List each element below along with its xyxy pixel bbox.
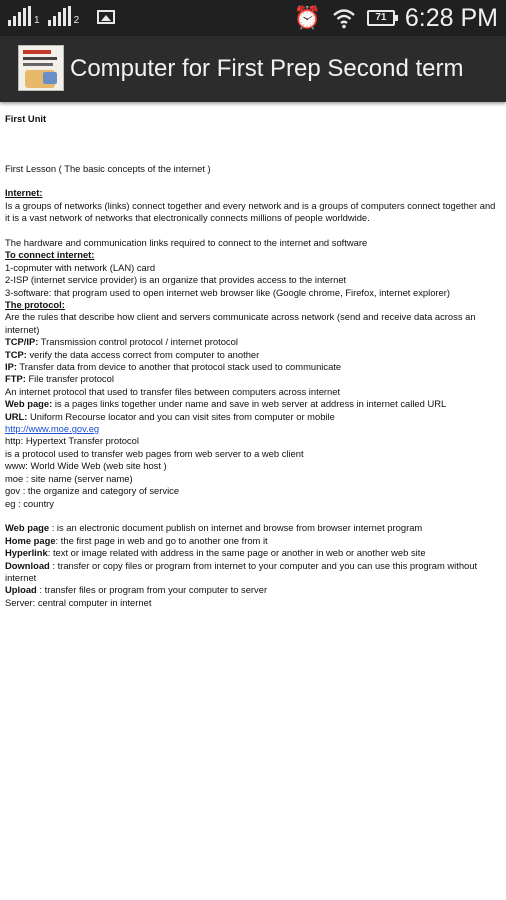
term: Web page: <box>5 398 53 410</box>
term-desc: File transfer protocol <box>25 373 114 385</box>
clock: 6:28 PM <box>404 4 498 32</box>
signal-2-icon <box>48 6 71 26</box>
term: TCP/IP: <box>5 336 39 348</box>
protocol-text: Are the rules that describe how client and servers communicate across network (send and receive data across an internet) <box>5 311 476 335</box>
url-line: www: World Wide Web (web site host ) <box>5 460 167 472</box>
ftp-detail: An internet protocol that used to transfer files between computers across internet <box>5 385 341 397</box>
term: Web page <box>5 522 50 534</box>
term-line <box>5 411 500 423</box>
server-line: Server: central computer in internet <box>5 596 152 608</box>
term-line <box>5 522 500 534</box>
url-line: http: Hypertext Transfer protocol <box>5 435 139 447</box>
term-line <box>5 535 500 547</box>
connect-item: 1-copmuter with network (LAN) card <box>5 261 156 273</box>
url-example-link[interactable]: http://www.moe.gov.eg <box>5 423 100 435</box>
term-line <box>5 336 500 348</box>
app-bar <box>0 36 506 102</box>
signal-1-icon <box>8 6 31 26</box>
connect-item: 2-ISP (internet service provider) is an organize that provides access to the internet <box>5 274 347 286</box>
wifi-icon <box>331 5 357 31</box>
lesson-title: First Lesson ( The basic concepts of the internet ) <box>5 162 211 174</box>
app-title: Computer for First Prep Second term <box>70 55 464 82</box>
term-desc: : text or image related with address in the same page or another in web or another web site <box>47 547 426 559</box>
term: FTP: <box>5 373 26 385</box>
term-line <box>5 547 500 559</box>
term: Hyperlink <box>5 547 48 559</box>
document-content <box>5 113 500 609</box>
term-desc: Transmission control protocol / internet protocol <box>38 336 238 348</box>
protocol-heading: The protocol: <box>5 299 65 311</box>
term: TCP: <box>5 348 27 360</box>
internet-text: Is a groups of networks (links) connect together and every network and is a groups of computers connect together and it is a vast network of networks that electronically connects millions of people worldwide. <box>5 199 496 224</box>
alarm-icon: ⏰ <box>293 5 321 30</box>
term-desc: is a pages links together under name and save in web server at address in internet called URL <box>52 398 447 410</box>
unit-title: First Unit <box>5 113 47 124</box>
term-line <box>5 584 500 596</box>
url-line: moe : site name (server name) <box>5 472 133 484</box>
status-right <box>293 3 498 33</box>
app-logo-icon[interactable] <box>18 45 64 91</box>
term-line <box>5 373 500 385</box>
url-line: gov : the organize and category of service <box>5 485 180 497</box>
connect-heading: To connect internet: <box>5 249 95 261</box>
status-bar <box>0 0 506 36</box>
connect-item: 3-software: that program used to open internet web browser like (Google chrome, Firefox, internet explorer) <box>5 286 451 298</box>
term-desc: Uniform Recourse locator and you can visit sites from computer or mobile <box>27 410 335 422</box>
term-desc: : transfer or copy files or program from internet to your computer and you can use this program without internet <box>5 559 478 583</box>
term-desc: : is an electronic document publish on internet and browse from browser internet program <box>49 522 423 534</box>
url-line: eg : country <box>5 497 54 509</box>
term: URL: <box>5 410 28 422</box>
gallery-notification-icon <box>97 10 115 24</box>
internet-heading: Internet: <box>5 187 43 199</box>
term-desc: Transfer data from device to another that protocol stack used to communicate <box>16 361 342 373</box>
term-desc: : the first page in web and go to another one from it <box>55 534 268 546</box>
battery-level: 71 <box>375 12 387 23</box>
term-line <box>5 361 500 373</box>
term: IP: <box>5 361 17 373</box>
sim1-label: 1 <box>34 15 40 26</box>
hardware-text: The hardware and communication links required to connect to the internet and software <box>5 236 368 248</box>
term-line <box>5 560 500 585</box>
term-desc: : transfer files or program from your computer to server <box>36 584 268 596</box>
url-line: is a protocol used to transfer web pages from web server to a web client <box>5 447 304 459</box>
term-line <box>5 398 500 410</box>
battery-icon <box>367 10 395 26</box>
sim2-label: 2 <box>73 15 80 26</box>
term-line <box>5 349 500 361</box>
term-desc: verify the data access correct from computer to another <box>26 348 260 360</box>
term: Home page <box>5 534 56 546</box>
term: Upload <box>5 584 37 596</box>
status-left <box>8 6 115 26</box>
term: Download <box>5 559 50 571</box>
